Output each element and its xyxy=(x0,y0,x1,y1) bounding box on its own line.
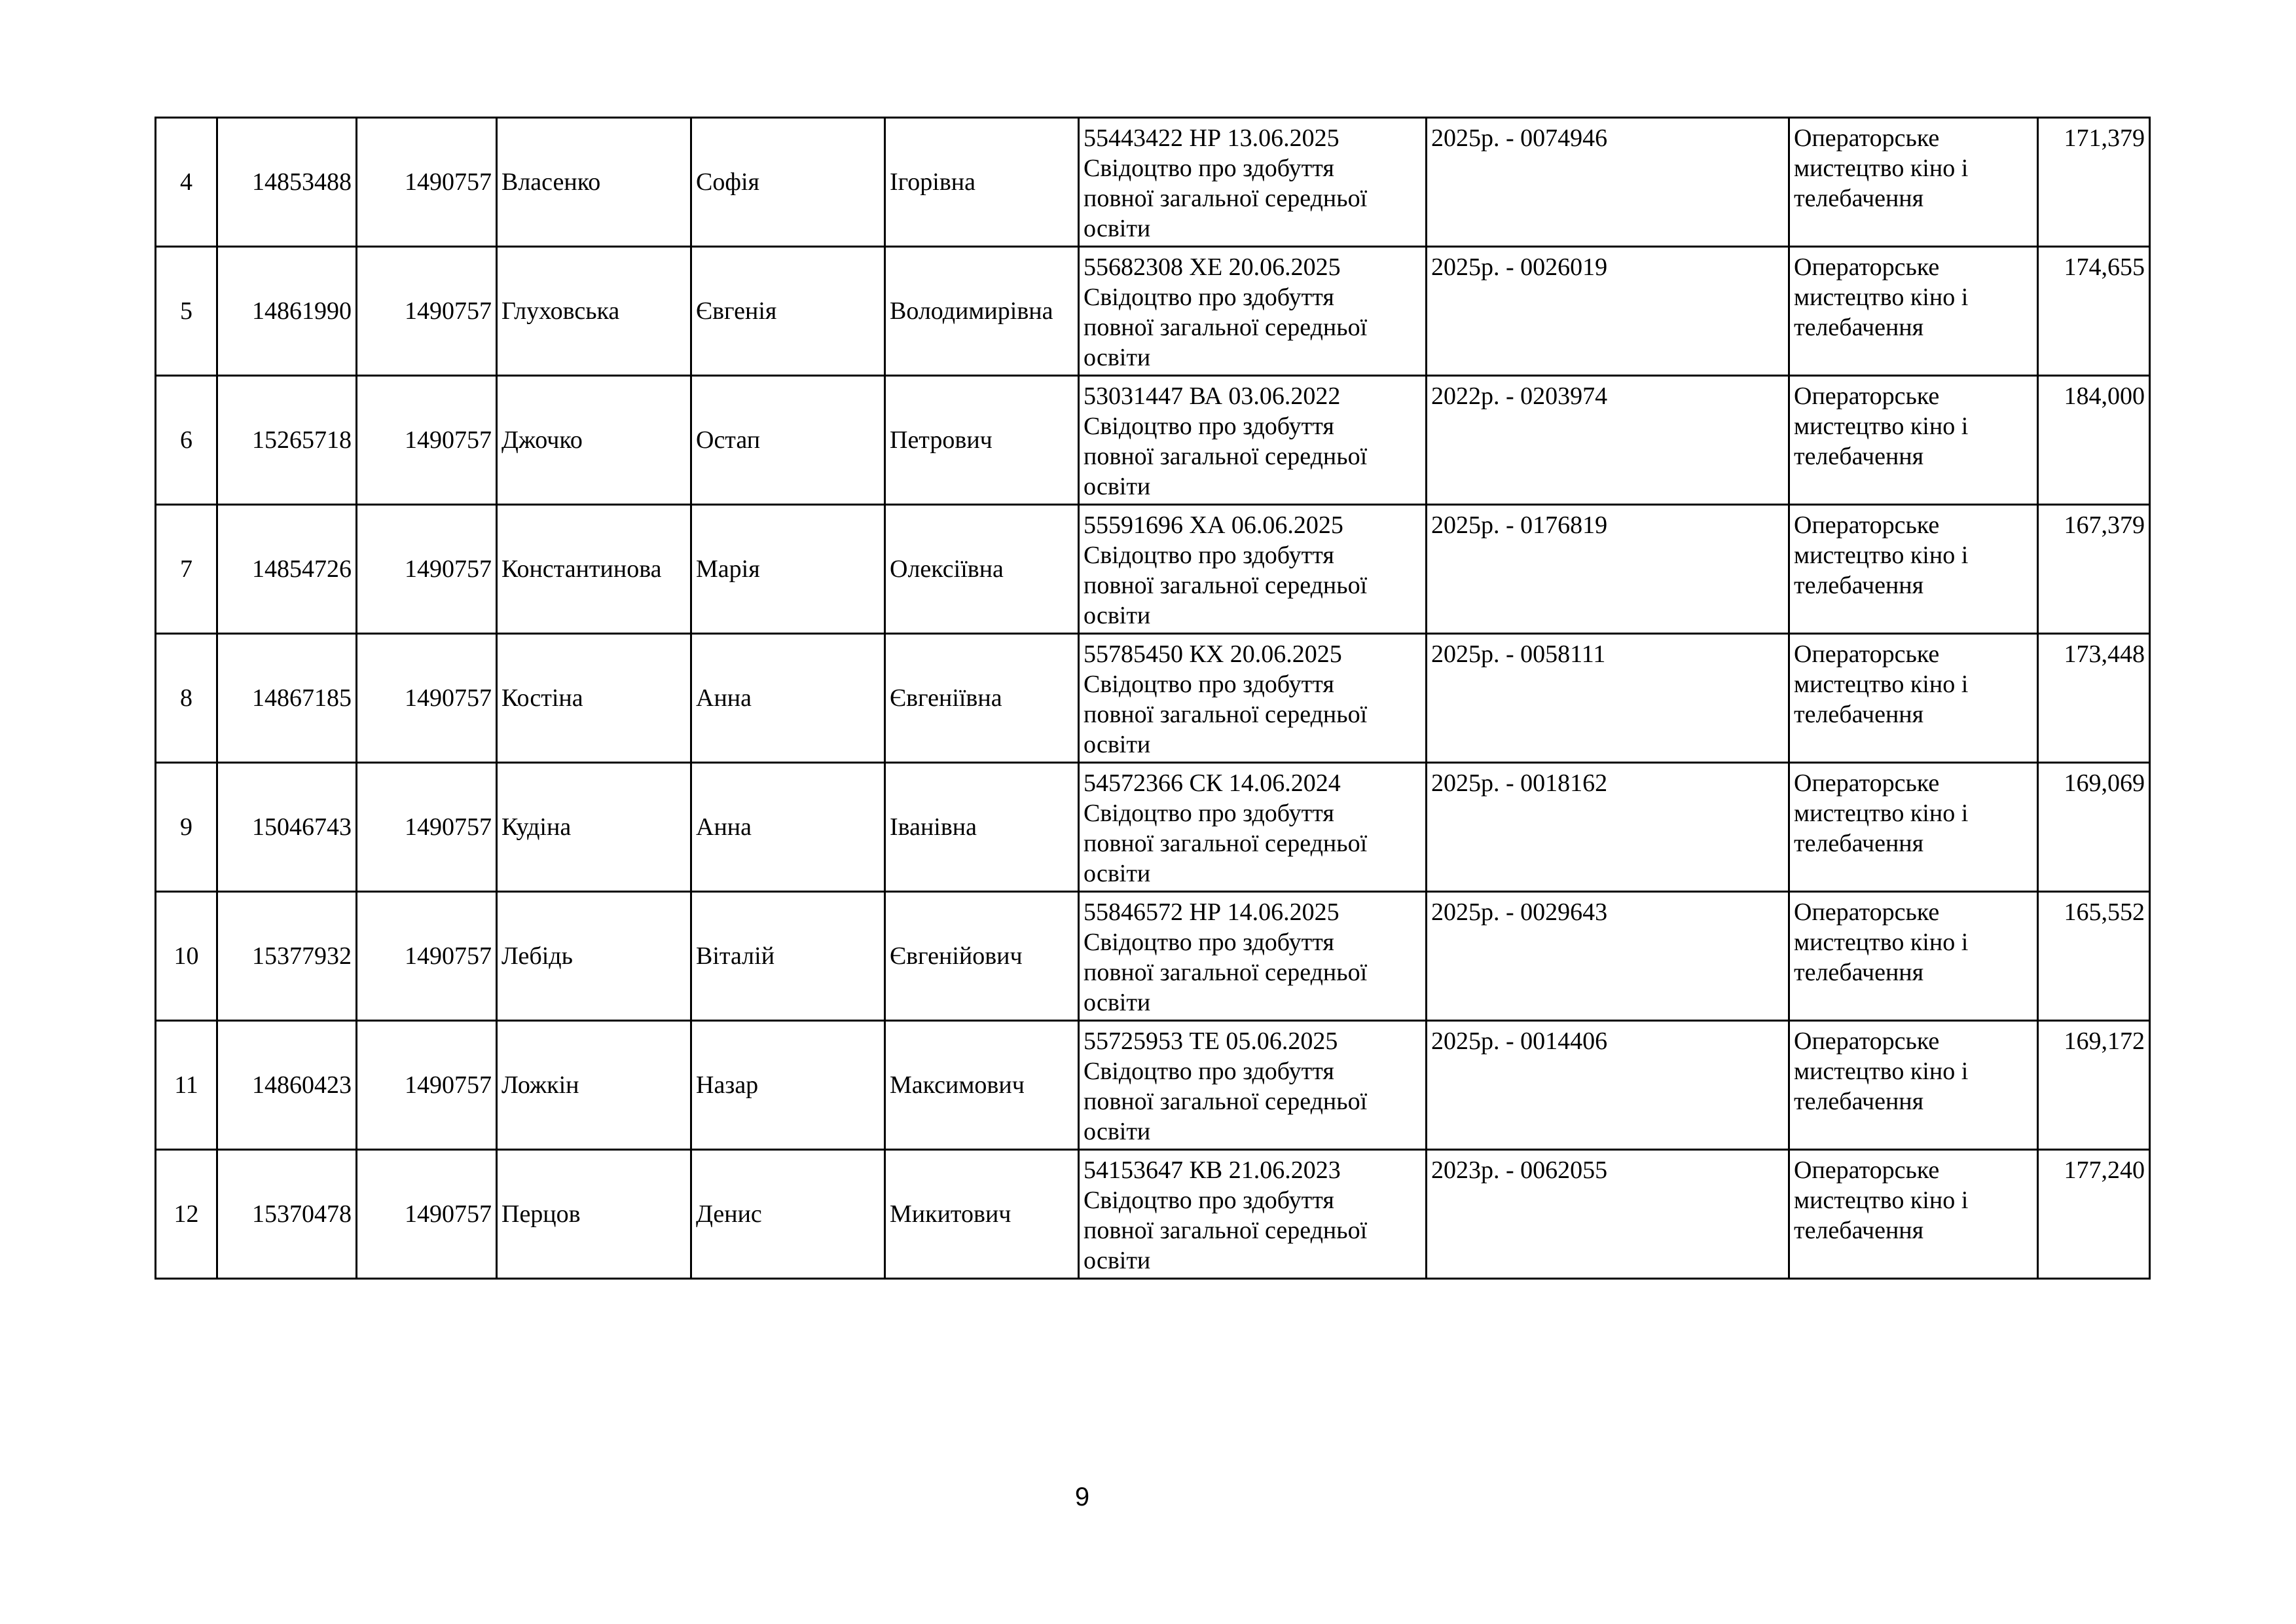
education-document-cell xyxy=(1079,763,1427,892)
education-document-line: Свідоцтво про здобуття xyxy=(1084,1187,1334,1214)
education-document-line: Свідоцтво про здобуття xyxy=(1084,929,1334,956)
surname-cell xyxy=(497,247,691,376)
applicant-id-cell xyxy=(217,376,357,505)
certificate-number: 2025р. - 0026019 xyxy=(1431,253,1608,281)
row-number-cell xyxy=(156,376,217,505)
patronymic: Володимирівна xyxy=(890,297,1053,325)
applicant-id-cell xyxy=(217,1150,357,1279)
first-name: Софія xyxy=(696,168,760,196)
competitive-score: 173,448 xyxy=(2064,640,2145,668)
patronymic: Євгенійович xyxy=(890,942,1023,970)
specialty-line: Операторське xyxy=(1794,511,1940,539)
row-number-cell xyxy=(156,1021,217,1150)
first-name: Євгенія xyxy=(696,297,777,325)
applicants-table xyxy=(155,117,2151,1280)
education-document-line: освіти xyxy=(1084,473,1151,500)
education-document-line: освіти xyxy=(1084,989,1151,1016)
patronymic: Максимович xyxy=(890,1071,1025,1099)
program-code: 1490757 xyxy=(405,1071,492,1099)
program-code: 1490757 xyxy=(405,942,492,970)
row-number-cell xyxy=(156,118,217,247)
first-name-cell xyxy=(691,376,885,505)
certificate-number: 2025р. - 0074946 xyxy=(1431,124,1608,152)
row-number-cell xyxy=(156,505,217,634)
surname-cell xyxy=(497,1021,691,1150)
specialty-cell xyxy=(1789,1021,2038,1150)
competitive-score: 167,379 xyxy=(2064,511,2145,539)
score-cell xyxy=(2038,247,2150,376)
specialty-line: мистецтво кіно і xyxy=(1794,1058,1969,1085)
specialty-cell xyxy=(1789,763,2038,892)
specialty-line: Операторське xyxy=(1794,124,1940,152)
first-name-cell xyxy=(691,505,885,634)
surname: Глуховська xyxy=(501,297,620,325)
program-code: 1490757 xyxy=(405,426,492,454)
row-number: 8 xyxy=(180,684,192,712)
surname-cell xyxy=(497,634,691,763)
specialty-line: Операторське xyxy=(1794,382,1940,410)
score-cell xyxy=(2038,634,2150,763)
certificate-cell xyxy=(1427,247,1789,376)
specialty-line: телебачення xyxy=(1794,830,1924,857)
table-body xyxy=(156,118,2150,1279)
education-document-cell xyxy=(1079,1150,1427,1279)
specialty-line: мистецтво кіно і xyxy=(1794,284,1969,311)
education-document-cell xyxy=(1079,247,1427,376)
applicant-id: 15046743 xyxy=(252,813,352,841)
patronymic: Олексіївна xyxy=(890,555,1004,583)
education-document-line: Свідоцтво про здобуття xyxy=(1084,155,1334,182)
competitive-score: 174,655 xyxy=(2064,253,2145,281)
patronymic-cell xyxy=(885,1021,1079,1150)
patronymic: Ігорівна xyxy=(890,168,975,196)
certificate-number: 2025р. - 0176819 xyxy=(1431,511,1608,539)
education-document-line: повної загальної середньої xyxy=(1084,314,1368,341)
surname: Перцов xyxy=(501,1200,581,1228)
surname-cell xyxy=(497,118,691,247)
education-document-line: 54572366 СК 14.06.2024 xyxy=(1084,769,1341,797)
certificate-number: 2025р. - 0018162 xyxy=(1431,769,1608,797)
surname: Лебідь xyxy=(501,942,573,970)
specialty-line: Операторське xyxy=(1794,769,1940,797)
applicant-id: 14860423 xyxy=(252,1071,352,1099)
education-document-line: освіти xyxy=(1084,215,1151,242)
first-name: Назар xyxy=(696,1071,759,1099)
specialty-line: телебачення xyxy=(1794,314,1924,341)
applicant-id-cell xyxy=(217,118,357,247)
row-number-cell xyxy=(156,1150,217,1279)
applicant-id: 14853488 xyxy=(252,168,352,196)
applicant-id-cell xyxy=(217,763,357,892)
table-row xyxy=(156,505,2150,634)
education-document-line: 55785450 КХ 20.06.2025 xyxy=(1084,640,1342,668)
competitive-score: 165,552 xyxy=(2064,898,2145,926)
specialty-line: мистецтво кіно і xyxy=(1794,1187,1969,1214)
education-document-line: 54153647 КВ 21.06.2023 xyxy=(1084,1156,1341,1184)
education-document-line: Свідоцтво про здобуття xyxy=(1084,542,1334,569)
specialty-line: мистецтво кіно і xyxy=(1794,155,1969,182)
program-code-cell xyxy=(357,118,497,247)
specialty-line: Операторське xyxy=(1794,1027,1940,1055)
education-document-line: повної загальної середньої xyxy=(1084,830,1368,857)
patronymic-cell xyxy=(885,1150,1079,1279)
program-code: 1490757 xyxy=(405,297,492,325)
specialty-line: мистецтво кіно і xyxy=(1794,671,1969,698)
row-number-cell xyxy=(156,634,217,763)
specialty-cell xyxy=(1789,634,2038,763)
score-cell xyxy=(2038,505,2150,634)
education-document-line: освіти xyxy=(1084,602,1151,629)
patronymic-cell xyxy=(885,376,1079,505)
certificate-number: 2023р. - 0062055 xyxy=(1431,1156,1608,1184)
specialty-line: телебачення xyxy=(1794,185,1924,212)
specialty-line: Операторське xyxy=(1794,253,1940,281)
program-code-cell xyxy=(357,634,497,763)
education-document-line: Свідоцтво про здобуття xyxy=(1084,1058,1334,1085)
competitive-score: 177,240 xyxy=(2064,1156,2145,1184)
patronymic-cell xyxy=(885,892,1079,1021)
specialty-cell xyxy=(1789,892,2038,1021)
education-document-line: Свідоцтво про здобуття xyxy=(1084,671,1334,698)
score-cell xyxy=(2038,1021,2150,1150)
education-document-line: повної загальної середньої xyxy=(1084,959,1368,986)
applicant-id: 14861990 xyxy=(252,297,352,325)
first-name-cell xyxy=(691,892,885,1021)
certificate-number: 2022р. - 0203974 xyxy=(1431,382,1608,410)
surname-cell xyxy=(497,1150,691,1279)
education-document-line: повної загальної середньої xyxy=(1084,185,1368,212)
program-code: 1490757 xyxy=(405,813,492,841)
surname: Джочко xyxy=(501,426,583,454)
surname-cell xyxy=(497,763,691,892)
education-document-cell xyxy=(1079,376,1427,505)
specialty-line: мистецтво кіно і xyxy=(1794,542,1969,569)
applicant-id-cell xyxy=(217,247,357,376)
first-name: Марія xyxy=(696,555,760,583)
education-document-line: повної загальної середньої xyxy=(1084,443,1368,470)
first-name-cell xyxy=(691,118,885,247)
table-row xyxy=(156,763,2150,892)
surname: Ложкін xyxy=(501,1071,579,1099)
certificate-cell xyxy=(1427,505,1789,634)
specialty-cell xyxy=(1789,247,2038,376)
patronymic: Євгеніївна xyxy=(890,684,1002,712)
certificate-cell xyxy=(1427,376,1789,505)
education-document-line: освіти xyxy=(1084,860,1151,887)
first-name-cell xyxy=(691,1021,885,1150)
education-document-cell xyxy=(1079,634,1427,763)
program-code: 1490757 xyxy=(405,1200,492,1228)
education-document-cell xyxy=(1079,892,1427,1021)
specialty-cell xyxy=(1789,118,2038,247)
education-document-line: 55591696 ХА 06.06.2025 xyxy=(1084,511,1343,539)
applicant-id-cell xyxy=(217,505,357,634)
program-code-cell xyxy=(357,1150,497,1279)
patronymic-cell xyxy=(885,118,1079,247)
first-name-cell xyxy=(691,763,885,892)
education-document-line: 55725953 ТЕ 05.06.2025 xyxy=(1084,1027,1338,1055)
specialty-line: телебачення xyxy=(1794,572,1924,599)
certificate-cell xyxy=(1427,1021,1789,1150)
specialty-line: Операторське xyxy=(1794,640,1940,668)
program-code-cell xyxy=(357,505,497,634)
patronymic: Петрович xyxy=(890,426,993,454)
patronymic-cell xyxy=(885,247,1079,376)
surname-cell xyxy=(497,892,691,1021)
education-document-line: повної загальної середньої xyxy=(1084,1217,1368,1244)
program-code-cell xyxy=(357,376,497,505)
education-document-line: 55443422 НР 13.06.2025 xyxy=(1084,124,1339,152)
table-row xyxy=(156,247,2150,376)
row-number: 4 xyxy=(180,168,192,196)
certificate-number: 2025р. - 0014406 xyxy=(1431,1027,1608,1055)
education-document-line: освіти xyxy=(1084,1247,1151,1274)
certificate-cell xyxy=(1427,892,1789,1021)
program-code: 1490757 xyxy=(405,684,492,712)
applicant-id-cell xyxy=(217,1021,357,1150)
education-document-line: повної загальної середньої xyxy=(1084,572,1368,599)
patronymic-cell xyxy=(885,763,1079,892)
table-row xyxy=(156,118,2150,247)
program-code-cell xyxy=(357,763,497,892)
patronymic: Микитович xyxy=(890,1200,1011,1228)
education-document-line: повної загальної середньої xyxy=(1084,701,1368,728)
surname: Власенко xyxy=(501,168,601,196)
education-document-line: 55846572 НР 14.06.2025 xyxy=(1084,898,1339,926)
education-document-line: Свідоцтво про здобуття xyxy=(1084,800,1334,827)
competitive-score: 169,172 xyxy=(2064,1027,2145,1055)
applicant-id-cell xyxy=(217,892,357,1021)
certificate-cell xyxy=(1427,118,1789,247)
education-document-line: 55682308 ХЕ 20.06.2025 xyxy=(1084,253,1341,281)
program-code-cell xyxy=(357,247,497,376)
applicant-id: 15370478 xyxy=(252,1200,352,1228)
specialty-line: Операторське xyxy=(1794,1156,1940,1184)
score-cell xyxy=(2038,118,2150,247)
certificate-number: 2025р. - 0029643 xyxy=(1431,898,1608,926)
applicant-id-cell xyxy=(217,634,357,763)
row-number: 6 xyxy=(180,426,192,454)
row-number: 11 xyxy=(174,1071,198,1099)
specialty-line: телебачення xyxy=(1794,701,1924,728)
education-document-cell xyxy=(1079,118,1427,247)
surname: Костіна xyxy=(501,684,583,712)
specialty-cell xyxy=(1789,376,2038,505)
specialty-cell xyxy=(1789,505,2038,634)
specialty-line: Операторське xyxy=(1794,898,1940,926)
education-document-line: Свідоцтво про здобуття xyxy=(1084,413,1334,440)
education-document-line: Свідоцтво про здобуття xyxy=(1084,284,1334,311)
page-number: 9 xyxy=(1074,1483,1090,1511)
certificate-cell xyxy=(1427,763,1789,892)
applicant-id: 14867185 xyxy=(252,684,352,712)
row-number: 7 xyxy=(180,555,192,583)
education-document-line: повної загальної середньої xyxy=(1084,1088,1368,1115)
table-row xyxy=(156,1021,2150,1150)
applicants-table-wrapper xyxy=(155,117,2151,1280)
first-name-cell xyxy=(691,1150,885,1279)
row-number: 12 xyxy=(173,1200,199,1228)
row-number: 9 xyxy=(180,813,192,841)
score-cell xyxy=(2038,763,2150,892)
first-name: Денис xyxy=(696,1200,762,1228)
table-row xyxy=(156,376,2150,505)
specialty-line: телебачення xyxy=(1794,1088,1924,1115)
first-name-cell xyxy=(691,247,885,376)
applicant-id: 15265718 xyxy=(252,426,352,454)
program-code: 1490757 xyxy=(405,555,492,583)
certificate-number: 2025р. - 0058111 xyxy=(1431,640,1606,668)
surname-cell xyxy=(497,505,691,634)
row-number: 10 xyxy=(173,942,199,970)
competitive-score: 169,069 xyxy=(2064,769,2145,797)
patronymic-cell xyxy=(885,634,1079,763)
competitive-score: 184,000 xyxy=(2064,382,2145,410)
specialty-line: телебачення xyxy=(1794,959,1924,986)
competitive-score: 171,379 xyxy=(2064,124,2145,152)
applicant-id: 14854726 xyxy=(252,555,352,583)
education-document-cell xyxy=(1079,505,1427,634)
first-name: Остап xyxy=(696,426,761,454)
score-cell xyxy=(2038,892,2150,1021)
score-cell xyxy=(2038,1150,2150,1279)
table-row xyxy=(156,634,2150,763)
table-row xyxy=(156,892,2150,1021)
first-name-cell xyxy=(691,634,885,763)
surname: Константинова xyxy=(501,555,662,583)
specialty-line: мистецтво кіно і xyxy=(1794,929,1969,956)
education-document-line: освіти xyxy=(1084,344,1151,371)
first-name: Анна xyxy=(696,813,752,841)
education-document-cell xyxy=(1079,1021,1427,1150)
specialty-line: мистецтво кіно і xyxy=(1794,800,1969,827)
program-code: 1490757 xyxy=(405,168,492,196)
first-name: Віталій xyxy=(696,942,775,970)
first-name: Анна xyxy=(696,684,752,712)
specialty-line: телебачення xyxy=(1794,443,1924,470)
table-row xyxy=(156,1150,2150,1279)
program-code-cell xyxy=(357,1021,497,1150)
education-document-line: освіти xyxy=(1084,731,1151,758)
certificate-cell xyxy=(1427,1150,1789,1279)
certificate-cell xyxy=(1427,634,1789,763)
surname-cell xyxy=(497,376,691,505)
program-code-cell xyxy=(357,892,497,1021)
specialty-line: мистецтво кіно і xyxy=(1794,413,1969,440)
education-document-line: 53031447 ВА 03.06.2022 xyxy=(1084,382,1341,410)
row-number: 5 xyxy=(180,297,192,325)
applicant-id: 15377932 xyxy=(252,942,352,970)
row-number-cell xyxy=(156,763,217,892)
row-number-cell xyxy=(156,892,217,1021)
education-document-line: освіти xyxy=(1084,1118,1151,1145)
score-cell xyxy=(2038,376,2150,505)
patronymic: Іванівна xyxy=(890,813,977,841)
patronymic-cell xyxy=(885,505,1079,634)
specialty-cell xyxy=(1789,1150,2038,1279)
row-number-cell xyxy=(156,247,217,376)
surname: Кудіна xyxy=(501,813,572,841)
specialty-line: телебачення xyxy=(1794,1217,1924,1244)
